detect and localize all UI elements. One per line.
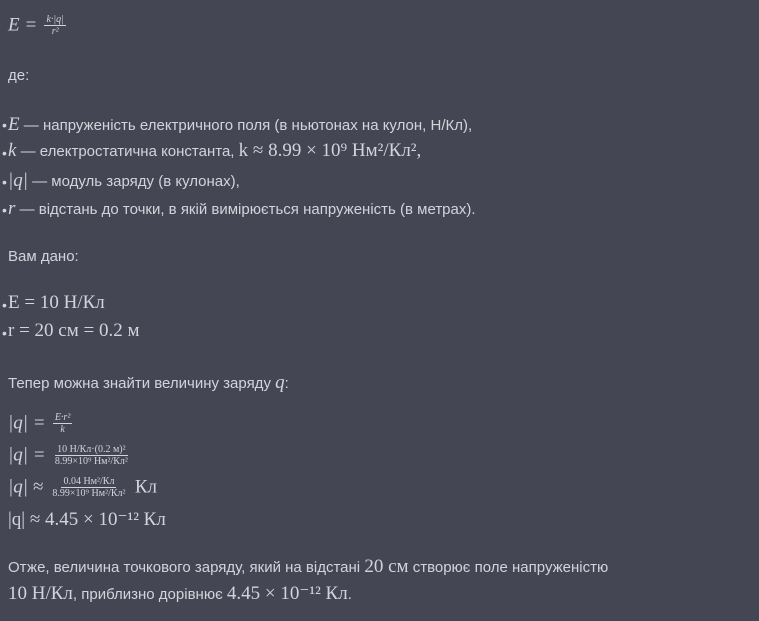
bullet: •: [2, 174, 7, 190]
step-lhs: |q| ≈: [8, 476, 44, 498]
definition-e: [8, 114, 472, 136]
definition-text: — модуль заряду (в кулонах),: [32, 173, 240, 190]
given-e: E = 10 Н/Кл: [8, 292, 105, 313]
conclusion-line-2: [8, 582, 352, 605]
step-numerator: 0.04 Нм²/Кл: [63, 476, 115, 487]
definition-q: [8, 170, 240, 192]
step-numerator: 10 Н/Кл·(0.2 м)²: [57, 444, 126, 455]
step-1: [8, 412, 74, 435]
conclusion-line-1: [8, 556, 608, 578]
definition-k: [8, 140, 421, 162]
step-fraction: [53, 412, 73, 435]
bullet: •: [2, 117, 7, 133]
main-formula: [8, 14, 68, 37]
step-numerator: E·r²: [54, 412, 71, 423]
symbol-q: |q|: [8, 170, 28, 191]
find-tail: :: [284, 375, 289, 392]
step-lhs: |q| =: [8, 444, 46, 466]
definition-text: — електростатична константа,: [20, 143, 235, 160]
step-denominator: 8.99×10⁹ Нм²/Кл²: [54, 456, 128, 467]
conclusion-text: .: [347, 586, 352, 603]
symbol-k: k: [8, 140, 17, 161]
definition-math: k ≈ 8.99 × 10⁹ Нм²/Кл²: [238, 140, 417, 161]
find-line: [8, 372, 289, 394]
step-fraction: [50, 476, 127, 499]
step-denominator: 8.99×10⁹ Нм²/Кл²: [52, 488, 126, 499]
formula-numerator: k·|q|: [46, 14, 64, 25]
conclusion-math: 4.45 × 10⁻¹² Кл: [226, 583, 348, 604]
bullet: •: [2, 145, 7, 161]
symbol-r: r: [8, 198, 16, 219]
conclusion-text: , приблизно дорівнює: [72, 586, 223, 603]
formula-denominator: r²: [51, 26, 59, 37]
conclusion-math: 10 Н/Кл: [8, 583, 73, 604]
find-text: Тепер можна знайти величину заряду: [8, 375, 271, 392]
symbol-e: E: [8, 114, 20, 135]
conclusion-math: 20 см: [364, 556, 409, 577]
step-denominator: k: [60, 424, 65, 435]
given-label: Вам дано:: [8, 248, 79, 265]
bullet: •: [2, 325, 7, 341]
step-2: [8, 444, 132, 467]
definition-r: [8, 198, 476, 220]
given-r: r = 20 см = 0.2 м: [8, 320, 140, 341]
bullet: •: [2, 297, 7, 313]
step-fraction: [53, 444, 130, 467]
bullet: •: [2, 202, 7, 218]
definition-tail: ,: [416, 140, 422, 161]
step-lhs: |q| =: [8, 412, 46, 434]
conclusion-text: Отже, величина точкового заряду, який на відстані: [8, 559, 361, 576]
definition-text: — напруженість електричного поля (в ньютонах на кулон, Н/Кл),: [23, 117, 473, 134]
formula-lhs: E =: [8, 14, 38, 36]
formula-fraction: [44, 14, 65, 37]
step-4: |q| ≈ 4.45 × 10⁻¹² Кл: [8, 509, 166, 530]
where-label: де:: [8, 67, 30, 84]
step-3: [8, 476, 157, 499]
conclusion-text: створює поле напруженістю: [412, 559, 609, 576]
find-symbol: q: [275, 372, 285, 393]
step-unit: Кл: [134, 476, 157, 498]
definition-text: — відстань до точки, в якій вимірюється напруженість (в метрах).: [19, 201, 476, 218]
